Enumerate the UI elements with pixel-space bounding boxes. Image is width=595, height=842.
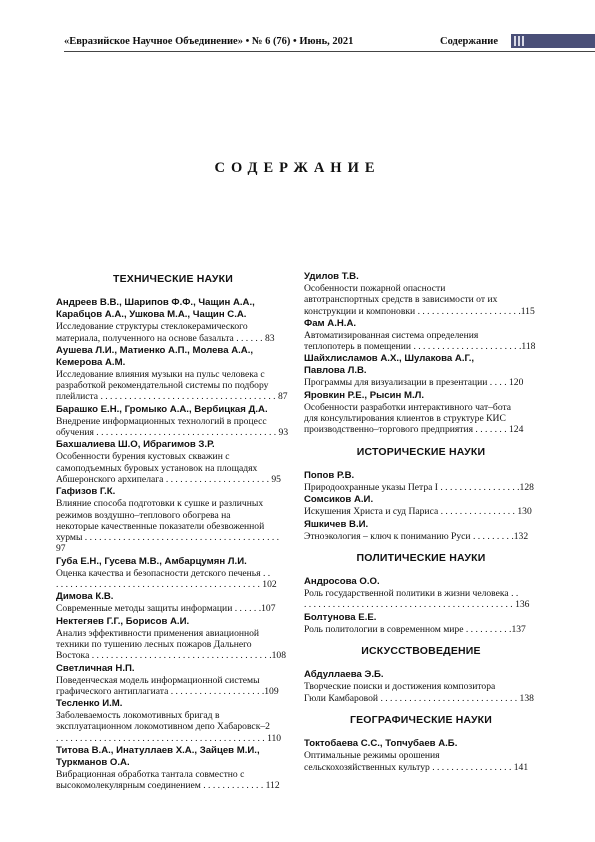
entry-title[interactable]: Исследование влияния музыки на пульс человека с разработкой рекомендательной системы по подбору плейлиста . . . . . . . . . . . . . . . . . . . . . . . . . . . . . . . . . . . . . 87 xyxy=(56,368,288,403)
header-color-bar xyxy=(511,34,595,48)
entry-title[interactable]: Поведенческая модель информационной системы графического антиплагиата . . . . . . . . . . . . . . . . . . . .109 xyxy=(56,674,279,697)
running-header xyxy=(64,34,595,52)
entry-title[interactable]: Особенности бурения кустовых скважин с самоподъемных буровых установок на площадях Абшеронского архипелага . . . . . . . . . . . . . . . . . . . . . . 95 xyxy=(56,451,281,485)
section-heading: ИСТОРИЧЕСКИЕ НАУКИ xyxy=(356,445,486,458)
entry-title[interactable]: Творческие поиски и достижения композитора Гюли Камбаровой . . . . . . . . . . . . . . . . . . . . . . . . . . . . . 138 xyxy=(304,681,534,704)
entry-authors: Андросова О.О. xyxy=(304,576,380,588)
toc-entry xyxy=(56,591,290,614)
entry-authors: Аушева Л.И., Матиенко А.П., Молева А.А., Кемерова А.М. xyxy=(56,344,254,368)
entry-title[interactable]: Особенности разработки интерактивного чат–бота для консультирования клиентов в структуре КИС производственно–торгового предприятия . . . . . . . 124 xyxy=(304,401,524,436)
entry-authors: Бахшалиева Ш.О, Ибрагимов З.Р. xyxy=(56,439,215,451)
journal-title: «Евразийское Научное Объединение» • № 6 (76) • Июнь, 2021 xyxy=(64,36,354,47)
section-heading: ПОЛИТИЧЕСКИЕ НАУКИ xyxy=(356,551,486,564)
toc-right-column xyxy=(304,271,538,774)
entry-authors: Титова В.А., Инатуллаев Х.А., Зайцев М.И., Туркманов О.А. xyxy=(56,745,260,769)
toc-entry xyxy=(304,271,538,317)
toc-entry xyxy=(304,738,538,773)
header-section-label: Содержание xyxy=(440,36,498,47)
toc-entry xyxy=(304,612,538,635)
section-heading: ИСКУССТВОВЕДЕНИЕ xyxy=(361,645,481,658)
entry-title[interactable]: Роль государственной политики в жизни человека . . . . . . . . . . . . . . . . . . . . . . . . . . . . . . . . . . . . . . . . . . . . . . 136 xyxy=(304,588,530,611)
toc-entry xyxy=(56,745,290,792)
toc-entry xyxy=(56,439,290,485)
entry-authors: Барашко Е.Н., Громыко А.А., Вербицкая Д.А. xyxy=(56,403,268,415)
page-title: СОДЕРЖАНИЕ xyxy=(214,160,381,176)
toc-entry xyxy=(304,519,538,542)
entry-title[interactable]: Природоохранные указы Петра I . . . . . . . . . . . . . . . . .128 xyxy=(304,481,534,493)
entry-authors: Нектегяев Г.Г., Борисов А.И. xyxy=(56,615,190,627)
entry-title[interactable]: Роль политологии в современном мире . . . . . . . . . .137 xyxy=(304,623,526,635)
section-heading: ГЕОГРАФИЧЕСКИЕ НАУКИ xyxy=(349,713,493,726)
toc-entry xyxy=(304,470,538,493)
toc-left-column xyxy=(56,271,290,793)
entry-authors: Тесленко И.М. xyxy=(56,698,123,710)
toc-entry xyxy=(56,404,290,439)
entry-authors: Попов Р.В. xyxy=(304,469,355,481)
entry-authors: Удилов Т.В. xyxy=(304,271,359,282)
toc-entry xyxy=(304,390,538,436)
toc-entry xyxy=(304,353,538,388)
section-heading: ТЕХНИЧЕСКИЕ НАУКИ xyxy=(112,273,234,285)
entry-title[interactable]: Влияние способа подготовки к сушке и различных режимов воздушно–теплового обогрева на некоторые качественные показатели обезвоженной хурмы . . . . . . . . . . . . . . . . . . . . . . . . . . . . . . . . . . . . . . . . . 97 xyxy=(56,498,280,555)
entry-authors: Гафизов Г.К. xyxy=(56,486,116,498)
toc-entry xyxy=(56,663,290,698)
entry-title[interactable]: Анализ эффективности применения авиационной техники по тушению лесных пожаров Дальнего Востока . . . . . . . . . . . . . . . . . . . . . . . . . . . . . . . . . . . . . .108 xyxy=(56,627,287,662)
toc-entry xyxy=(304,318,538,353)
header-rule xyxy=(64,51,595,52)
toc-entry xyxy=(304,576,538,611)
entry-authors: Абдуллаева Э.Б. xyxy=(304,669,384,681)
entry-title[interactable]: Внедрение информационных технологий в процесс обучения . . . . . . . . . . . . . . . . . . . . . . . . . . . . . . . . . . . . . . 93 xyxy=(56,415,289,439)
entry-title[interactable]: Оценка качества и безопасности детского печенья . . . . . . . . . . . . . . . . . . . . . . . . . . . . . . . . . . . . . . . . . . . . . 102 xyxy=(56,567,277,591)
entry-authors: Димова К.В. xyxy=(56,591,114,603)
toc-entry xyxy=(304,669,538,704)
entry-authors: Сомсиков А.И. xyxy=(304,494,374,506)
entry-title[interactable]: Вибрационная обработка тантала совместно с высокомолекулярным соединением . . . . . . . . . . . . . 112 xyxy=(56,769,280,792)
entry-title[interactable]: Искушения Христа и суд Париса . . . . . . . . . . . . . . . . 130 xyxy=(304,506,532,518)
toc-entries-right-top xyxy=(304,271,538,436)
entry-authors: Яровкин Р.Е., Рысин М.Л. xyxy=(304,389,425,401)
entry-title[interactable]: Современные методы защиты информации . . . . . .107 xyxy=(56,603,276,615)
entry-authors: Светличная Н.П. xyxy=(56,662,135,674)
toc-entry xyxy=(56,486,290,554)
entry-title[interactable]: Этноэкология – ключ к пониманию Руси . . . . . . . . .132 xyxy=(304,530,529,542)
toc-entry xyxy=(304,494,538,517)
entry-authors: Яшкичев В.И. xyxy=(304,518,369,530)
entry-authors: Токтобаева С.С., Топчубаев А.Б. xyxy=(304,738,458,750)
toc-sections-right xyxy=(304,447,538,773)
entry-title[interactable]: Заболеваемость локомотивных бригад в эксплуатационном локомотивном депо Хабаровск–2 . . . . . . . . . . . . . . . . . . . . . . . . . . . . . . . . . . . . . . . . . . . . 110 xyxy=(56,710,282,744)
entry-authors: Фам А.Н.А. xyxy=(304,317,357,329)
entry-title[interactable]: Оптимальные режимы орошения сельскохозяйственных культур . . . . . . . . . . . . . . . . . 141 xyxy=(304,750,529,773)
entry-authors: Шайхлисламов А.Х., Шулакова А.Г., Павлова Л.В. xyxy=(304,353,475,377)
entry-title[interactable]: Исследование структуры стеклокерамического материала, полученного на основе базальта . . . . . . 83 xyxy=(56,321,275,344)
entry-title[interactable]: Особенности пожарной опасности автотранспортных средств в зависимости от их конструкции и компоновки . . . . . . . . . . . . . . . . . . . . . .115 xyxy=(304,283,535,317)
entry-authors: Андреев В.В., Шарипов Ф.Ф., Чащин А.А., Карабцов А.А., Ушкова М.А., Чащин С.А. xyxy=(56,297,255,321)
toc-entry xyxy=(56,698,290,744)
entry-title[interactable]: Программы для визуализации в презентации . . . . 120 xyxy=(304,377,524,389)
entry-authors: Болтунова Е.Е. xyxy=(304,611,377,623)
entry-authors: Губа Е.Н., Гусева М.В., Амбарцумян Л.И. xyxy=(56,555,247,567)
toc-entry xyxy=(56,297,290,344)
toc-entry xyxy=(56,616,290,662)
entry-title[interactable]: Автоматизированная система определения теплопотерь в помещении . . . . . . . . . . . . . . . . . . . . . . .118 xyxy=(304,329,536,353)
toc-entry xyxy=(56,556,290,591)
toc-entries-left xyxy=(56,297,290,791)
toc-entry xyxy=(56,345,290,403)
